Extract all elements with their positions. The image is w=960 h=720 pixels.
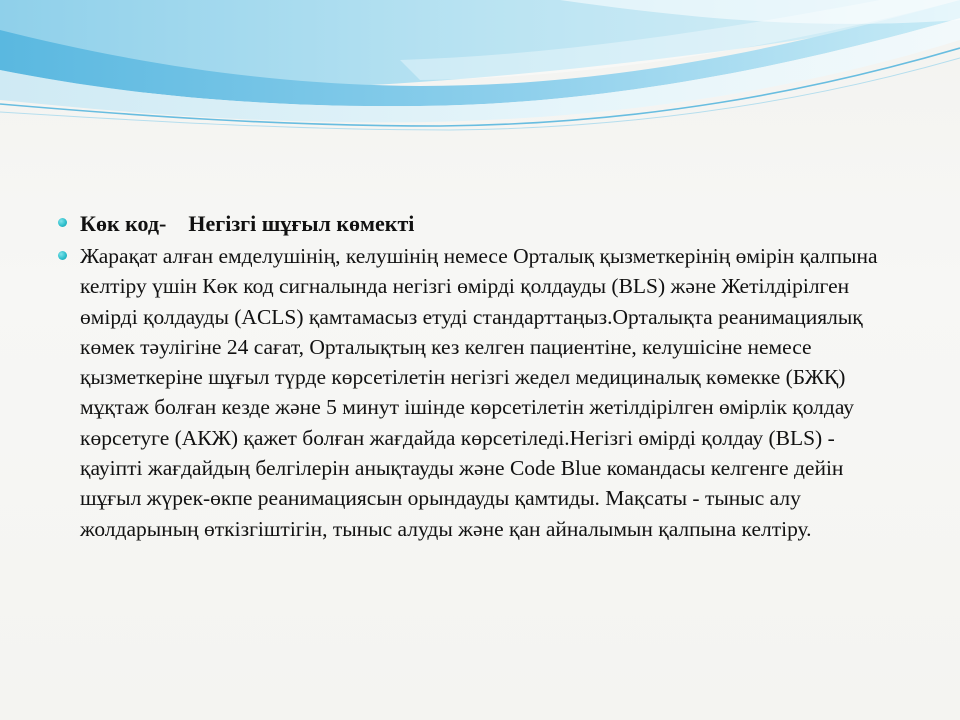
- body-paragraph: Жарақат алған емделушінің, келушінің немесе Орталық қызметкерінің өмірін қалпына келтіру үшін Көк код сигналында негізгі өмірді қолдауды (BLS) және Жетілдірілген өмірді қолдауды (ACLS) қамтамасыз етуді стандарттаңыз.Орталықта реанимациялық көмек тәулігіне 24 сағат, Орталықтың кез келген пациентіне, келушісіне немесе қызметкеріне шұғыл түрде көрсетілетін негізгі жедел медициналық көмекке (БЖҚ) мұқтаж болған кезде және 5 минут ішінде көрсетілетін жетілдірілген өмірлік қолдау көрсетуге (АКЖ) қажет болған жағдайда көрсетіледі.Негізгі өмірді қолдау (BLS) - қауіпті жағдайдың белгілерін анықтауды және Code Blue командасы келгенге дейін шұғыл жүрек-өкпе реанимациясын орындауды қамтиды. Мақсаты - тыныс алу жолдарының өткізгіштігін, тыныс алуды және қан айналымын қалпына келтіру.: [80, 244, 878, 541]
- heading-bullet: [58, 207, 918, 241]
- heading-code-label: Көк код-: [80, 211, 167, 236]
- heading-title: Негізгі шұғыл көмекті: [188, 211, 415, 236]
- slide-content: [58, 207, 918, 544]
- bullet-icon: [58, 218, 67, 227]
- body-bullet: [58, 241, 900, 544]
- wave-header-decoration: [0, 0, 960, 135]
- bullet-icon: [58, 251, 67, 260]
